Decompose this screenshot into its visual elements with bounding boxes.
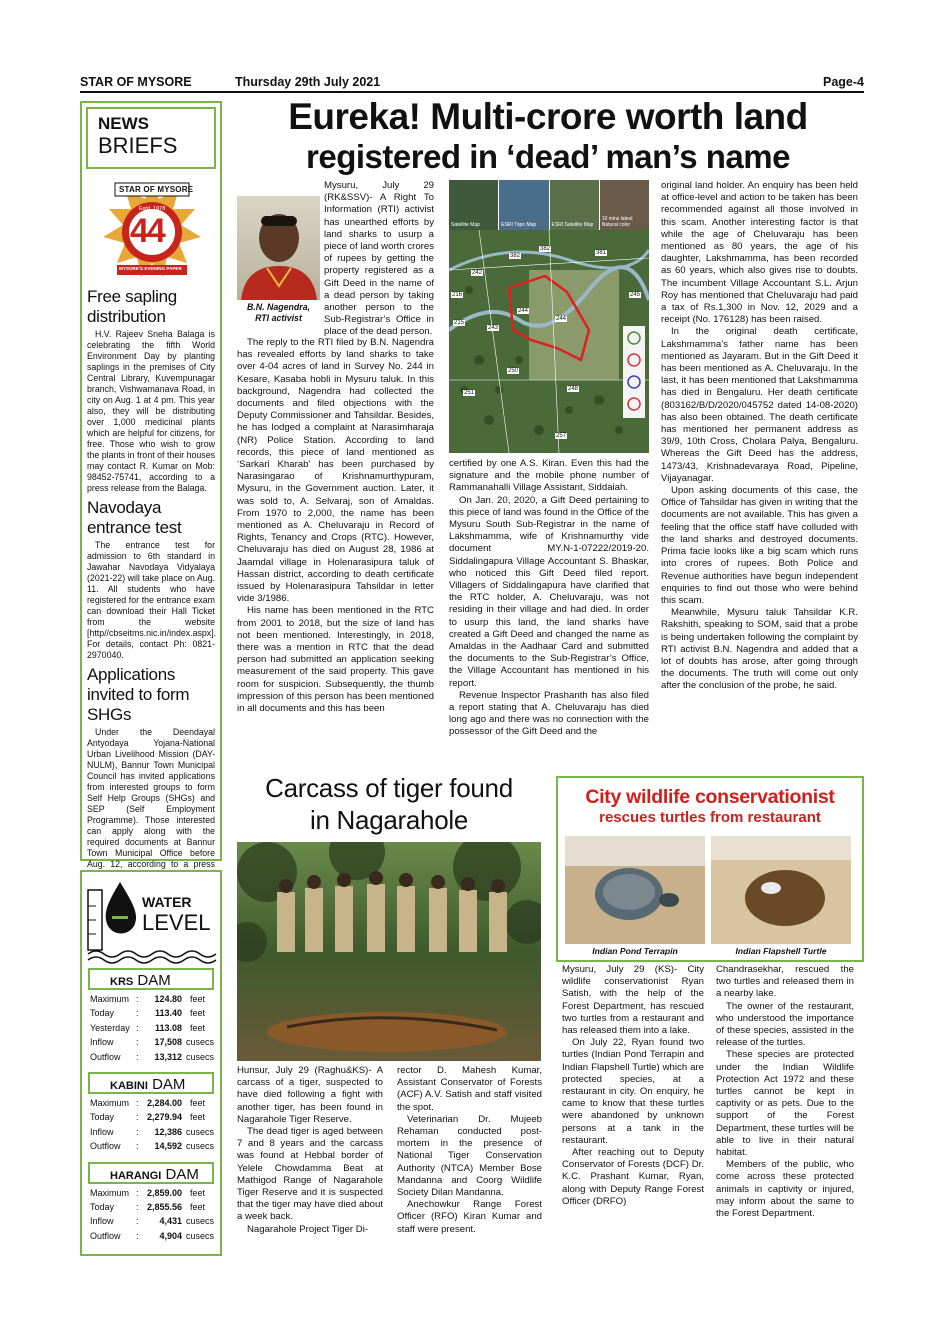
dam-section-kabini — [82, 1072, 220, 1156]
dam-row: Today : 2,855.56 feet — [90, 1201, 206, 1212]
person-portrait-icon — [237, 196, 320, 300]
survey-label: 382 — [510, 253, 521, 259]
paper-name: STAR OF MYSORE — [80, 75, 192, 89]
survey-label: 245 — [630, 292, 641, 298]
pond-terrapin-photo — [565, 836, 705, 944]
brief-title: Applications invited to form SHGs — [87, 665, 190, 724]
dam-row: Outflow : 13,312 cusecs — [90, 1051, 215, 1062]
logo-estd: Estd. 1978 — [139, 206, 166, 212]
brief-item — [87, 498, 215, 661]
logo-top-text: STAR OF MYSORE — [119, 185, 194, 194]
dam-row: Maximum : 124.80 feet — [90, 994, 206, 1004]
main-headline-line1: Eureka! Multi-crore worth land — [288, 96, 808, 137]
main-story-col2 — [449, 458, 649, 764]
survey-label: 248 — [568, 386, 579, 392]
turtle-story-para: Chandrasekhar, rescued the two turtles and released them in a nearby lake. — [716, 964, 854, 1000]
tiger-story-para: Anechowkur Range Forest Officer (RFO) Kiran Kumar and staff were present. — [397, 1199, 542, 1235]
main-story-para: In the original death certificate, Lakshmamma’s father name has been mentioned as Jayaram. But in the Gift Deed it has been mentioned as A. Cheluvaraju. In the last, it has been mentioned that Lakshmamma has died in Bengaluru. Her death certificate (803162/B/D/2020/045752 dated 14-08-2020) has also been obtained. The death certificate has mentioned her permanent address as 39/9, 10th Cross, Cholara Palya, Bengaluru. Whereas the Gift Deed has the address, 1473/43, Krishnadevaraya Road, Pipeline, Vijayanagar. — [661, 326, 858, 484]
briefs-title-news: NEWS — [98, 114, 149, 133]
turtle-story-para: The owner of the restaurant, who understood the importance of these species, assisted in the release of the turtles. — [716, 1000, 854, 1049]
main-story-para: Meanwhile, Mysuru taluk Tahsildar K.R. Rakshith, speaking to SOM, said that a probe is being undertaken following the complaint by RTI activist B.N. Nagendra and added that a lot of doubts has arose, after going through the documents. The truth will come out only after the conclusion of the probe, he said. — [661, 607, 858, 692]
page-header — [80, 73, 864, 93]
main-story-intro: Mysuru, July 29 (RK&SSV)- A Right To Information (RTI) activist has unearthed efforts by land sharks to usurp a piece of land worth crores of rupees by getting the property registered as a Gift Deed in the name of a dead person by taking another person to the Sub-Registrar’s Office in place of the dead person. — [324, 180, 434, 338]
water-level-header — [82, 876, 220, 964]
turtle-headline-line1: City wildlife conservationist — [585, 786, 835, 808]
brief-item — [87, 665, 215, 881]
brief-body: Under the Deendayal Antyodaya Yojana-National Urban Livelihood Mission (DAY-NULM), Bannur Town Municipal Council has invited applications from interested groups to form Self Help Groups (SHGs) and SEP (Self Employment Programme). Those interested can apply along with the required documents at Bannur Town Municipal Office before Aug. 12, according to a press — [87, 727, 215, 869]
star-of-mysore-44-logo — [87, 177, 215, 287]
map-tab[interactable]: ESRI Topo Map — [499, 180, 549, 230]
dam-name: KRS DAM — [88, 968, 214, 990]
water-level-box — [80, 870, 222, 1256]
nagendra-photo-caption: B.N. Nagendra, RTI activist — [246, 302, 311, 323]
tiger-story-para: Hunsur, July 29 (Raghu&KS)- A carcass of a tiger, suspected to have died following a fight with another tiger, has been found in Nagarahole Tiger Reserve. — [237, 1065, 383, 1125]
turtle-story-col1 — [562, 964, 704, 1249]
turtle-story-para: On July 22, Ryan found two turtles (Indian Pond Terrapin and Indian Flapshell Turtle) which are protected species, at a restaurant in city. On enquiry, he came to know that these turtles were abandoned by unknown persons at a tank in the restaurant. — [562, 1037, 704, 1146]
survey-label: 215 — [454, 320, 465, 326]
tiger-story-col1 — [237, 1065, 383, 1265]
main-story-col1 — [237, 337, 434, 762]
tiger-headline — [234, 772, 544, 836]
logo-bottom-text: MYSORE'S EVENING PAPER — [119, 266, 182, 271]
tiger-story-para: The dead tiger is aged between 7 and 8 years and the carcass was found at Hebbal border of Yelele Chowdamma Beat at Mathigod Range of Nagarahole Tiger Reserve and it is suspected that the tiger may have died about a week back. — [237, 1126, 383, 1223]
survey-label: 243 — [488, 325, 499, 331]
map-tab[interactable]: 10 mins latest Natural color — [600, 180, 649, 230]
flapshell-turtle-photo — [711, 836, 851, 944]
logo-number: 44 — [130, 212, 164, 250]
brief-title: Free sapling distribution — [87, 287, 177, 326]
flapshell-turtle-caption: Indian Flapshell Turtle — [735, 946, 827, 956]
survey-label: 382 — [540, 246, 551, 252]
tiger-story-para: rector D. Mahesh Kumar, Assistant Conservator of Forests (ACF) A.V. Satish and staff visited the spot. — [397, 1065, 542, 1113]
survey-label: 381 — [596, 250, 607, 256]
turtle-story-para: After reaching out to Deputy Conservator of Forests (DCF) Dr. K.C. Prashant Kumar, Ryan, along with Deputy Range Forest Officer (DRFO) — [562, 1147, 704, 1207]
main-story-col3 — [661, 180, 858, 768]
survey-label: 250 — [508, 368, 519, 374]
survey-label: 244 — [556, 316, 567, 322]
main-story-para: Upon asking documents of this case, the Office of Tahsildar has given in writing that the documents are not available. This has given a feeling that the office staff have colluded with the land sharks and destroyed documents. Prima facie looks like a big scam which runs into crores of rupees. Both Police and Revenue authorities have begun independent enquiries to find out those who were behind this scam. — [661, 485, 858, 606]
dam-row: Today : 113.40 feet — [90, 1008, 206, 1019]
brief-body: The entrance test for admission to 6th standard in Jawahar Navodaya Vidyalaya (2021-22) will take place on Aug. 11. All students who have registered for the entrance exam can download their Hall Ticket from the website [http//cbseitms.nic.in/index.aspx]. For details, contact Ph: 0821- 2970040. — [87, 540, 217, 660]
forest-officials-photo-icon — [237, 842, 541, 1061]
dam-row: Maximum : 2,284.00 feet — [90, 1097, 206, 1108]
turtle-story-para: Mysuru, July 29 (KS)- City wildlife conservationist Ryan Satish, with the help of the Forest Department, has rescued two turtles from a restaurant and has released them into a lake. — [562, 964, 704, 1037]
dam-row: Yesterday : 113.08 feet — [90, 1022, 206, 1033]
dam-row: Inflow : 17,508 cusecs — [90, 1037, 215, 1048]
level-title: LEVEL — [142, 910, 211, 935]
turtle-in-box-icon — [565, 836, 705, 944]
tiger-story-para: Veterinarian Dr. Mujeeb Rehaman conducted post-mortem in the presence of National Tiger Conservation Authority (NTCA) Member Bose Mandanna and Coorg Wildlife Society Dilan Mandanna. — [397, 1113, 542, 1199]
water-title: WATER — [142, 894, 192, 910]
survey-label: 244 — [518, 308, 529, 314]
main-headline-line2: registered in ‘dead’ man’s name — [306, 138, 790, 175]
pond-terrapin-caption: Indian Pond Terrapin — [592, 946, 678, 956]
main-story-para: original land holder. An enquiry has been held at office-level and action to be taken has been recommended against all those involved in this scam. Another interesting factor is that while the age of Cheluvaraju has been mentioned as 80 years, the age of his daughter, Lakshmamma, has been recorded as 60 years, which also gives rise to doubts. The incumbent Village Accountant S.L. Arjun Roy has mentioned that Cheluvaraju had paid a tax of Rs.1,300 in Nov. 12, 2029 and a receipt (No. 176128) has been raised. — [661, 180, 858, 326]
page-number: Page-4 — [823, 75, 864, 89]
dam-section-harangi — [82, 1162, 220, 1246]
map-tab[interactable]: ESRI Satellite Map — [550, 180, 600, 230]
news-briefs-box — [80, 101, 222, 869]
dam-row: Inflow : 4,431 cusecs — [90, 1216, 215, 1227]
tiger-headline-line2: in Nagarahole — [310, 805, 468, 835]
turtle-story-col2 — [716, 964, 854, 1249]
turtle-story-para: These species are protected under the Indian Wildlife Protection Act 1972 and these turtles cannot be kept in captivity or as pets. Due to the support of the Forest Department, these turtles will be able to live in their natural habitat. — [716, 1049, 854, 1159]
brief-title: Navodaya entrance test — [87, 498, 182, 537]
main-story-para: Revenue Inspector Prashanth has also filed a report stating that A. Cheluvaraju has died long ago and there was no connection with the possessor of the Gift Deed and the — [449, 689, 649, 738]
tiger-story-para: Nagarahole Project Tiger Di- — [247, 1223, 369, 1235]
header-rule — [80, 91, 864, 93]
turtle-story-para: Members of the public, who come across these protected animals in captivity or injured, may inform about the same to the Forest Department. — [716, 1159, 854, 1220]
survey-label: 216 — [452, 292, 463, 298]
map-image — [449, 230, 649, 453]
brief-item — [87, 287, 215, 494]
main-story-para: On Jan. 20, 2020, a Gift Deed pertaining to this piece of land was found in the Office of the Mysuru South Sub-Registrar in the name of Lakshmamma, wife of Krishnamurthy vide document MY.N-1-07222/2019-20. Siddalingapura Village Accountant S. Bhaskar, who noticed this Gift Deed filed report. Villagers of Siddalingapura have clarified that the RTC holder, A. Cheluvaraju, was not residing in their village and had died. In order to usurp this land, the land sharks have created a Gift Deed and changed the name as Amaldas in the Aadhaar Card and submitted the documents to the Sub-Registrar’s Office, the Village Accountant has mentioned in his report. — [449, 494, 649, 689]
briefs-title-box — [86, 107, 216, 169]
turtle-headline-line2: rescues turtles from restaurant — [599, 809, 821, 826]
tiger-carcass-photo — [237, 842, 541, 1061]
turtle-in-box-icon — [711, 836, 851, 944]
dam-row: Maximum : 2,859.00 feet — [90, 1187, 206, 1198]
survey-label: 257 — [556, 433, 567, 439]
tiger-story-col2 — [397, 1065, 542, 1265]
dam-section-krs — [82, 968, 220, 1066]
satellite-map — [449, 180, 649, 453]
briefs-title-briefs: BRIEFS — [98, 133, 178, 158]
tiger-headline-line1: Carcass of tiger found — [265, 773, 513, 803]
dam-row: Outflow : 14,592 cusecs — [90, 1141, 215, 1152]
brief-body: H.V. Rajeev Sneha Balaga is celebrating the fifth World Environment Day by planting saplings in the premises of City Central Library, Kuvempunagar branch, Vishwamanava Road, in city on Aug. 1 at 4 pm. This year also, they will be distributing over 1,000 medicinal plants which are helpful for citizens, for free. Those who wish to grow the plants in front of their houses may contact R. Kumar on Mob: 98452-75741, according to a press release from the Balaga. — [87, 329, 215, 493]
survey-label: 251 — [464, 390, 475, 396]
map-tab[interactable]: Satellite Map — [449, 180, 499, 230]
map-tabs — [449, 180, 649, 230]
dam-name: KABINI DAM — [88, 1072, 214, 1094]
dam-row: Today : 2,279.94 feet — [90, 1112, 206, 1123]
dam-row: Inflow : 12,386 cusecs — [90, 1126, 215, 1137]
main-story-para: His name has been mentioned in the RTC from 2001 to 2018, but the size of land has not been mentioned. Interestingly, in 2018, there was a mention in RTC that the dead person had submitted an application seeking measurement of the said property. This gave room for suspicion. Subsequently, the thumb impression of this person has been mentioned in all documents and this has been — [237, 605, 434, 715]
survey-label: 242 — [472, 270, 483, 276]
main-story-para: certified by one A.S. Kiran. Even this had the signature and the mobile phone number of Rammanahalli Village Assistant, Siddaiah. — [449, 458, 649, 494]
main-story-col1-wrap-text — [324, 180, 434, 339]
issue-date: Thursday 29th July 2021 — [235, 75, 381, 89]
nagendra-photo — [237, 196, 320, 300]
dam-name: HARANGI DAM — [88, 1162, 214, 1184]
main-story-para: The reply to the RTI filed by B.N. Nagendra has revealed efforts by land sharks to take over 4-04 acres of land in Survey No. 244 in Kesare, Kasaba hobli in Mysuru taluk. In this background, Nagendra had collected the documents and filed objections with the Deputy Commissioner and Tahsildar. Besides, he has lodged a complaint at Narasimharaja (NR) Police Station. According to land records, this piece of land mentioned as ‘Sarkari Kharab’ has been purchased by Narasingarao of Krishnamurthypuram, Mysuru, in the Government auction. Later, it was sold to, A. Selvaraj, son of Amaldas. From 1970 to 2,000, the name has been mentioned as A. Cheluvaraju in Record of Rights, Tenancy and Crops (RTC). However, Cheluvaraju has died on August 28, 1986 at Jaamdal village in Holenarasipura taluk of Hassan district, according to death certificate issued by Holenarasipura Tahsildar in letter vide 3/1986. — [237, 337, 434, 605]
dam-row: Outflow : 4,904 cusecs — [90, 1230, 215, 1241]
